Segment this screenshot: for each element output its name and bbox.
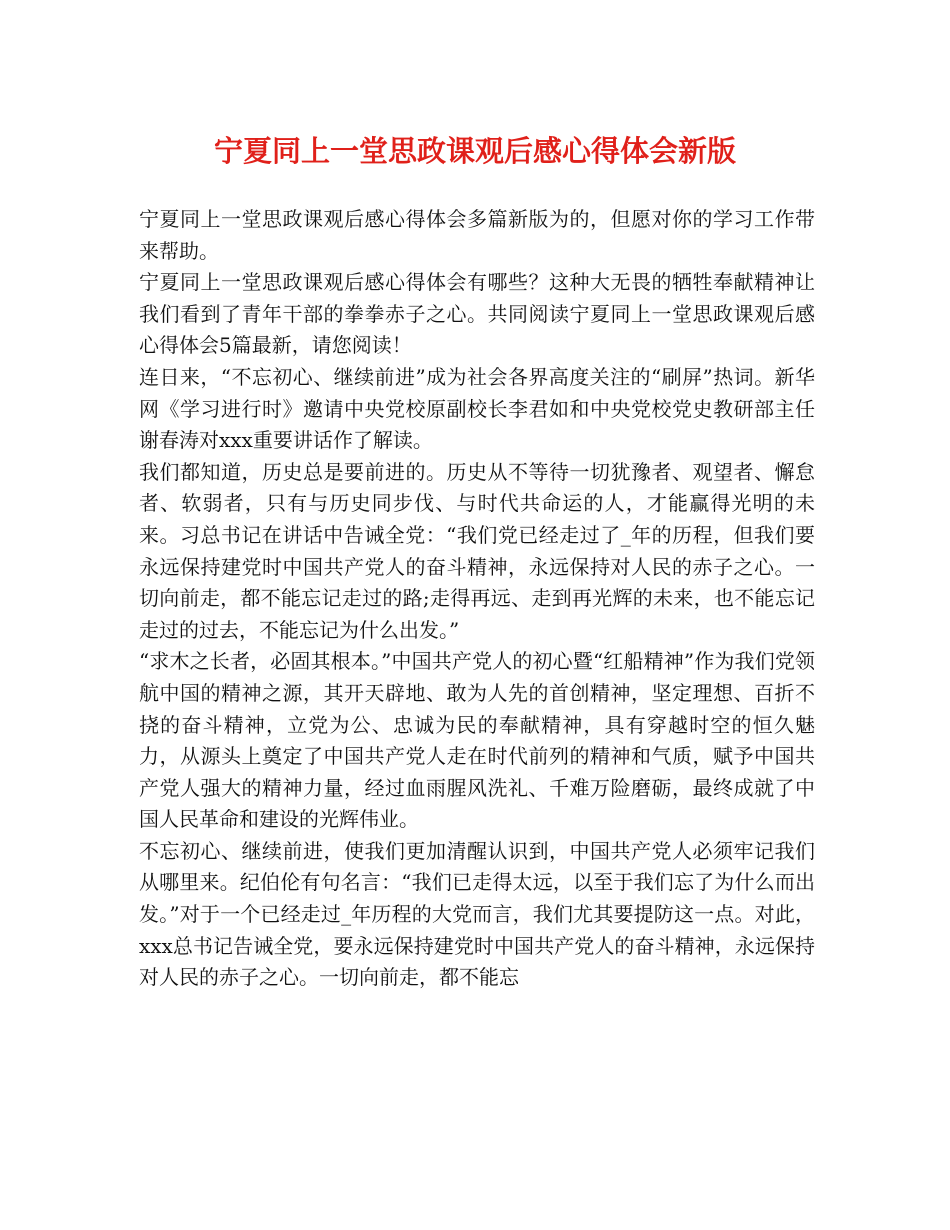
paragraph-red-boat-spirit: “求木之长者，必固其根本。”中国共产党人的初心暨“红船精神”作为我们党领航中国的精神之源，其开天辟地、敢为人先的首创精神，坚定理想、百折不挠的奋斗精神，立党为公、忠诚为民的奉献精神，具有穿越时空的恒久魅力，从源头上奠定了中国共产党人走在时代前列的精神和气质，赋予中国共产党人强大的精神力量，经过血雨腥风洗礼、千难万险磨砺，最终成就了中国人民革命和建设的光辉伟业。 — [139, 649, 815, 832]
paragraph-question: 宁夏同上一堂思政课观后感心得体会有哪些？这种大无畏的牺牲奉献精神让我们看到了青年干部的拳拳赤子之心。共同阅读宁夏同上一堂思政课观后感心得体会5篇最新，请您阅读！ — [139, 270, 815, 358]
document-body — [139, 204, 815, 994]
paragraph-intro: 宁夏同上一堂思政课观后感心得体会多篇新版为的，但愿对你的学习工作带来帮助。 — [139, 207, 815, 263]
paragraph-hot-words: 连日来，“不忘初心、继续前进”成为社会各界高度关注的“刷屏”热词。新华网《学习进行时》邀请中央党校原副校长李君如和中央党校党史教研部主任谢春涛对xxx重要讲话作了解读。 — [139, 364, 815, 453]
paragraph-history: 我们都知道，历史总是要前进的。历史从不等待一切犹豫者、观望者、懈怠者、软弱者，只有与历史同步伐、与时代共命运的人，才能赢得光明的未来。习总书记在讲话中告诫全党：“我们党已经走过了_年的历程，但我们要永远保持建党时中国共产党人的奋斗精神，永远保持对人民的赤子之心。一切向前走，都不能忘记走过的路;走得再远、走到再光辉的未来，也不能忘记走过的过去，不能忘记为什么出发。” — [139, 459, 815, 642]
paragraph-original-aspiration: 不忘初心、继续前进，使我们更加清醒认识到，中国共产党人必须牢记我们从哪里来。纪伯伦有句名言：“我们已走得太远，以至于我们忘了为什么而出发。”对于一个已经走过_年历程的大党而言，我们尤其要提防这一点。对此，xxx总书记告诫全党，要永远保持建党时中国共产党人的奋斗精神，永远保持对人民的赤子之心。一切向前走，都不能忘 — [139, 838, 815, 990]
document-title: 宁夏同上一堂思政课观后感心得体会新版 — [213, 134, 736, 168]
